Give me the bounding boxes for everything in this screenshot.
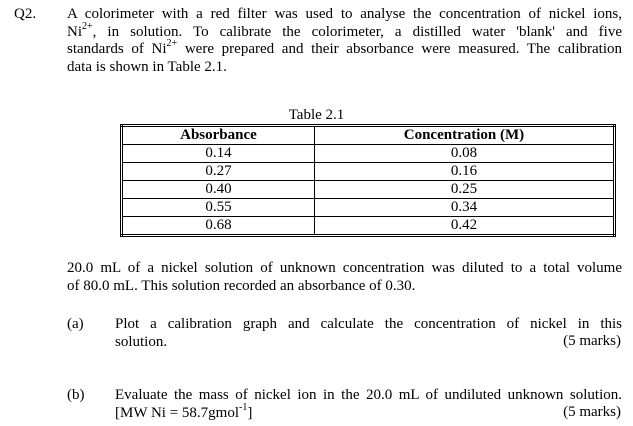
absorbance-cell: 0.14 bbox=[122, 145, 315, 163]
absorbance-cell: 0.27 bbox=[122, 163, 315, 181]
part-a-marks: (5 marks) bbox=[563, 333, 621, 349]
question-intro bbox=[67, 6, 622, 76]
header-absorbance: Absorbance bbox=[122, 126, 315, 145]
intro-line-1: A colorimeter with a red filter was used to analyse the concentration of nickel ions, bbox=[67, 6, 622, 22]
intro-line-2 bbox=[67, 20, 622, 42]
header-concentration: Concentration (M) bbox=[314, 126, 614, 145]
intro-line-2-text: in solution. To calibrate the colorimeter, a distilled water 'blank' and five bbox=[107, 23, 622, 40]
table-row bbox=[122, 199, 615, 217]
part-a-label: (a) bbox=[67, 316, 84, 332]
part-a-line-2: solution. bbox=[115, 333, 168, 350]
part-b-line-2 bbox=[115, 401, 622, 423]
table-row bbox=[122, 217, 615, 236]
molar-mass-close: ] bbox=[247, 404, 253, 421]
ion-charge: 2+ bbox=[82, 20, 93, 32]
part-b-label: (b) bbox=[67, 387, 85, 403]
concentration-cell: 0.25 bbox=[314, 181, 614, 199]
part-a-text bbox=[115, 316, 622, 351]
question-number: Q2. bbox=[14, 6, 37, 22]
molar-mass-exponent: -1 bbox=[239, 401, 248, 413]
part-b-text bbox=[115, 387, 622, 422]
concentration-cell: 0.08 bbox=[314, 145, 614, 163]
dilution-paragraph bbox=[67, 260, 622, 295]
intro-line-2-comma: , bbox=[92, 23, 97, 40]
table-row bbox=[122, 145, 615, 163]
absorbance-cell: 0.68 bbox=[122, 217, 315, 236]
intro-line-3 bbox=[67, 38, 623, 59]
calibration-table bbox=[120, 124, 616, 237]
concentration-cell: 0.42 bbox=[314, 217, 614, 236]
part-a-line-1: Plot a calibration graph and calculate the concentration of nickel in this bbox=[115, 316, 622, 332]
table-row bbox=[122, 163, 615, 181]
part-b-line-1: Evaluate the mass of nickel ion in the 20.0 mL of undiluted unknown solution. bbox=[115, 387, 622, 403]
ion-charge-2: 2+ bbox=[166, 38, 178, 49]
table-caption: Table 2.1 bbox=[288, 107, 345, 123]
table-row bbox=[122, 181, 615, 199]
concentration-cell: 0.34 bbox=[314, 199, 614, 217]
nickel-ion-symbol-2: Ni bbox=[151, 41, 167, 57]
absorbance-cell: 0.40 bbox=[122, 181, 315, 199]
concentration-cell: 0.16 bbox=[314, 163, 614, 181]
part-b-marks: (5 marks) bbox=[563, 404, 621, 420]
paragraph-line-1: 20.0 mL of a nickel solution of unknown concentration was diluted to a total volume bbox=[67, 260, 622, 276]
absorbance-cell: 0.55 bbox=[122, 199, 315, 217]
nickel-ion-symbol: Ni bbox=[67, 23, 82, 40]
molar-mass-text: [MW Ni = 58.7gmol bbox=[115, 404, 240, 421]
intro-line-4: data is shown in Table 2.1. bbox=[67, 58, 227, 75]
intro-line-3-prefix: standards of bbox=[67, 41, 144, 57]
paragraph-line-2: of 80.0 mL. This solution recorded an absorbance of 0.30. bbox=[67, 277, 416, 294]
intro-line-3-text: were prepared and their absorbance were measured. The calibration bbox=[184, 41, 623, 57]
table-header-row bbox=[122, 126, 615, 145]
